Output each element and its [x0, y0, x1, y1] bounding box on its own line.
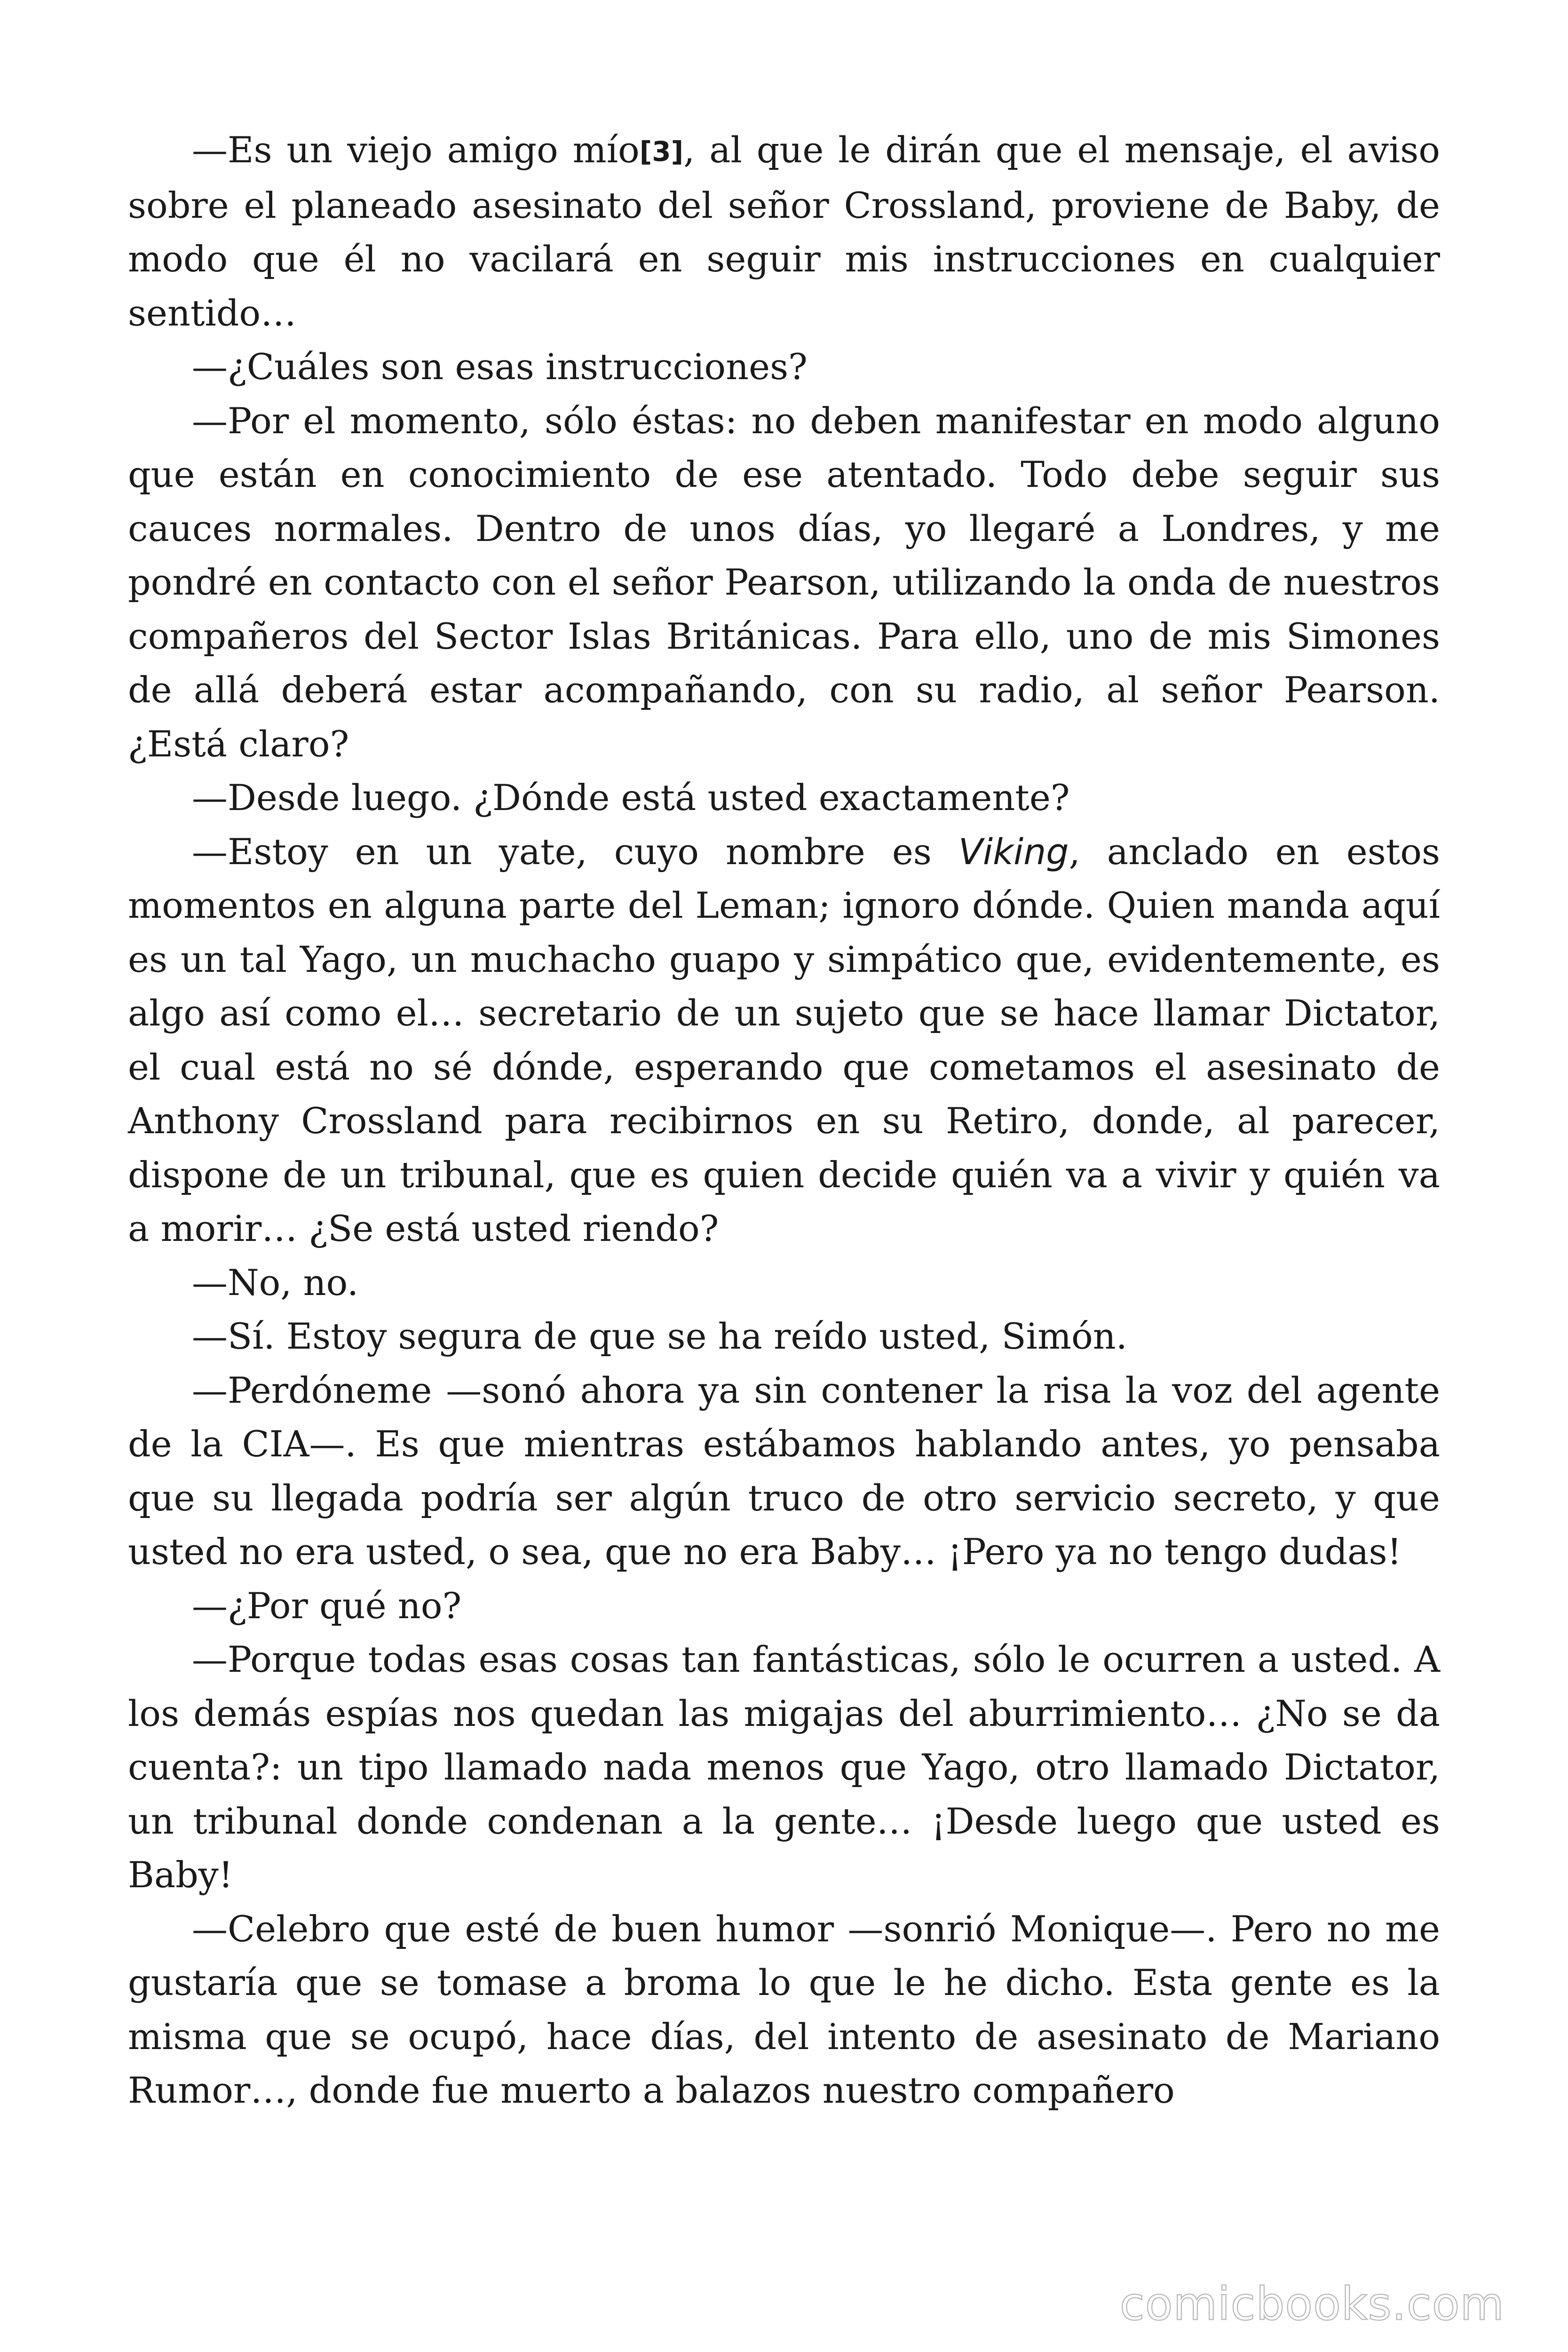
paragraph-1 — [128, 123, 1440, 340]
paragraph-text: —Estoy en un yate, cuyo nombre es — [192, 830, 958, 873]
watermark: comicbooks.com — [1119, 2278, 1505, 2330]
paragraph-9: —¿Por qué no? — [192, 1584, 462, 1627]
paragraph-text: , anclado en estos momentos en alguna parte del Leman; ignoro dónde. Quien manda aquí es un tal Yago, un muchacho guapo y simpático que, evidentemente, es algo así como el… secretario de un sujeto que se hace llamar Dictator, el cual está no sé dónde, esperando que cometamos el asesinato de Anthony Crossland para recibirnos en su Retiro, donde, al parecer, dispone de un tribunal, que es quien decide quién va a vivir y quién va a morir… ¿Se está usted riendo? — [128, 830, 1440, 1249]
paragraph-11: —Celebro que esté de buen humor —sonrió Monique—. Pero no me gustaría que se tomase a broma lo que le he dicho. Esta gente es la misma que se ocupó, hace días, del intento de asesinato de Mariano Rumor…, donde fue muerto a balazos nuestro compañero — [128, 1907, 1440, 2111]
paragraph-text: , al que le dirán que el mensaje, el aviso sobre el planeado asesinato del señor Crossland, proviene de Baby, de modo que él no vacilará en seguir mis instrucciones en cualquier sentido… — [128, 129, 1440, 334]
yacht-name: Viking — [958, 830, 1069, 873]
paragraph-6: —No, no. — [192, 1261, 359, 1303]
paragraph-4: —Desde luego. ¿Dónde está usted exactamente? — [192, 777, 1070, 818]
page-body — [128, 123, 1440, 2118]
paragraph-text: —Es un viejo amigo mío — [192, 129, 640, 171]
paragraph-10: —Porque todas esas cosas tan fantásticas, sólo le ocurren a usted. A los demás espías nos quedan las migajas del aburrimiento… ¿No se da cuenta?: un tipo llamado nada menos que Yago, otro llamado Dictator, un tribunal donde condenan a la gente… ¡Desde luego que usted es Baby! — [128, 1638, 1440, 1896]
paragraph-2: —¿Cuáles son esas instrucciones? — [192, 346, 808, 388]
paragraph-8: —Perdóneme —sonó ahora ya sin contener la risa la voz del agente de la CIA—. Es que mientras estábamos hablando antes, yo pensaba que su llegada podría ser algún truco de otro servicio secreto, y que usted no era usted, o sea, que no era Baby… ¡Pero ya no tengo dudas! — [128, 1369, 1440, 1573]
footnote-marker[interactable]: [3] — [639, 135, 684, 167]
paragraph-7: —Sí. Estoy segura de que se ha reído usted, Simón. — [192, 1315, 1127, 1357]
paragraph-5 — [128, 825, 1440, 1256]
paragraph-3: —Por el momento, sólo éstas: no deben manifestar en modo alguno que están en conocimiento de ese atentado. Todo debe seguir sus cauces normales. Dentro de unos días, yo llegaré a Londres, y me pondré en contacto con el señor Pearson, utilizando la onda de nuestros compañeros del Sector Islas Británicas. Para ello, uno de mis Simones de allá deberá estar acompañando, con su radio, al señor Pearson. ¿Está claro? — [128, 399, 1440, 765]
